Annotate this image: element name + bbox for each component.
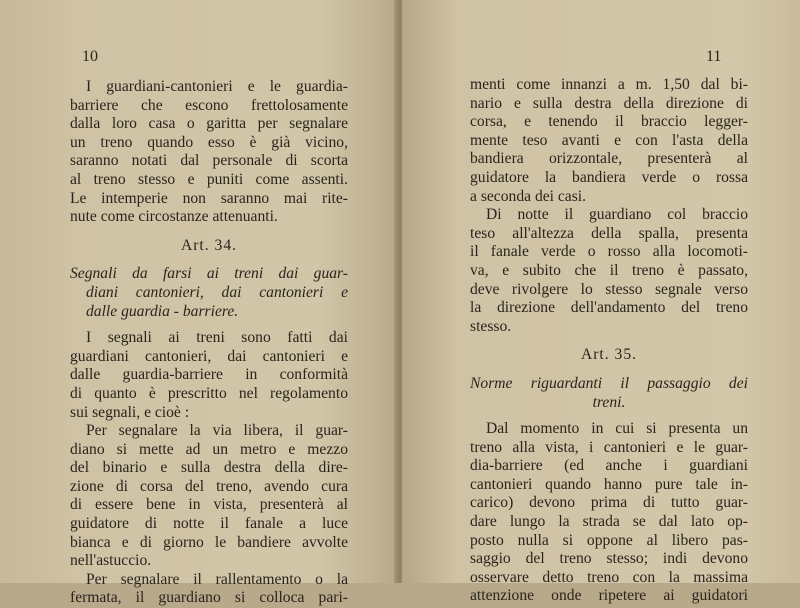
text-line: il fanale verde o rosso alla locomoti- [470, 243, 748, 261]
text-line: I guardiani-cantonieri e le guardia- [86, 78, 348, 95]
text-line: del binario e sulla destra della dire- [70, 459, 348, 477]
text-line: bianca e di giorno le bandiere avvolte [70, 533, 348, 551]
text-line: Di notte il guardiano col braccio [486, 206, 748, 224]
text-line: menti come innanzi a m. 1,50 dal bi- [470, 76, 748, 93]
text-line: treni. [592, 393, 626, 411]
text-line: Per segnalare il rallentamento o la [86, 570, 348, 588]
text-line: diano si mette ad un metro e mezzo [70, 440, 348, 458]
paragraph [70, 422, 348, 571]
text-line: mente teso avanti e con l'asta della [470, 131, 748, 149]
left-page [0, 0, 398, 607]
text-line: nell'astuccio. [70, 552, 152, 570]
paragraph [470, 420, 748, 606]
paragraph [470, 206, 748, 336]
text-line: osservare detto treno con la massima [470, 568, 748, 586]
text-line: va, e subito che il treno è passato, [470, 261, 748, 279]
paragraph [70, 78, 348, 227]
text-line: cantonieri quando hanno pure tale in- [470, 475, 748, 493]
text-line: nute come circostanze attenuanti. [70, 208, 278, 226]
text-line: saranno notati dal personale di scorta [70, 152, 348, 170]
text-line: Le intemperie non saranno mai rite- [70, 189, 348, 207]
text-line: fermata, il guardiano si colloca pari- [70, 589, 348, 607]
text-line: stesso. [470, 317, 512, 335]
text-line: attenzione onde ripetere ai guidatori [470, 587, 748, 605]
text-line: un treno quando esso è già vicino, [70, 133, 348, 151]
text-line: bandiera orizzontale, presenterà al [470, 150, 748, 168]
page-text [470, 76, 748, 606]
paragraph [70, 571, 348, 608]
text-line: diani cantonieri, dai cantonieri e [86, 283, 348, 301]
text-line: Dal momento in cui si presenta un [486, 420, 748, 438]
text-line: di essere bene in vista, presenterà al [70, 496, 348, 514]
text-line: carico) devono prima di tutto guar- [470, 494, 748, 512]
text-line: guardiani cantonieri, dai cantonieri e [70, 347, 348, 365]
text-line: zione di corsa del treno, avendo cura [70, 477, 348, 495]
text-line: dalle guardia - barriere. [86, 302, 239, 320]
page-text [70, 78, 348, 608]
text-line: dia-barriere (ed anche i guardiani [470, 457, 748, 475]
text-line: guidatore di notte il fanale a luce [70, 515, 348, 533]
text-line: la direzione dell'andamento del treno [470, 299, 748, 317]
page-number: 10 [82, 48, 98, 65]
text-line: di quanto è prescritto nel regolamento [70, 384, 348, 402]
article-heading: Art. 35. [580, 346, 638, 364]
text-line: Per segnalare la via libera, il guar- [86, 422, 348, 440]
text-line: Norme riguardanti il passaggio dei [470, 374, 748, 392]
text-line: guidatore la bandiera verde o rossa [470, 168, 748, 186]
text-line: dalla loro casa o garitta per segnalare [70, 115, 348, 133]
page-number: 11 [706, 48, 722, 65]
text-line: corsa, e tenendo il braccio legger- [470, 113, 748, 131]
article-title [470, 375, 748, 412]
text-line: al treno stesso e puniti come assenti. [70, 170, 348, 188]
text-line: Segnali da farsi ai treni dai guar- [70, 265, 348, 283]
spacer [70, 321, 348, 329]
text-line: saggio del treno stesso; indi devono [470, 550, 748, 568]
text-line: posto nulla si oppone al libero pas- [470, 531, 748, 549]
right-page [402, 0, 800, 605]
text-line: dare lungo la strada se dal lato op- [470, 513, 748, 531]
text-line: I segnali ai treni sono fatti dai [86, 329, 348, 347]
text-line: treno alla vista, i cantonieri e le guar- [470, 438, 748, 456]
article-heading: Art. 34. [180, 236, 238, 254]
spacer [470, 412, 748, 420]
text-line: nario e sulla destra della direzione di [470, 94, 748, 112]
article-title [70, 265, 348, 321]
paragraph [70, 329, 348, 422]
text-line: teso all'altezza della spalla, presenta [470, 224, 748, 242]
paragraph [470, 76, 748, 206]
text-line: deve rivolgere lo stesso segnale verso [470, 280, 748, 298]
text-line: dalle guardia-barriere in conformità [70, 366, 348, 384]
text-line: barriere che escono frettolosamente [70, 96, 348, 114]
text-line: sui segnali, e cioè : [70, 403, 190, 421]
text-line: a seconda dei casi. [470, 187, 587, 205]
